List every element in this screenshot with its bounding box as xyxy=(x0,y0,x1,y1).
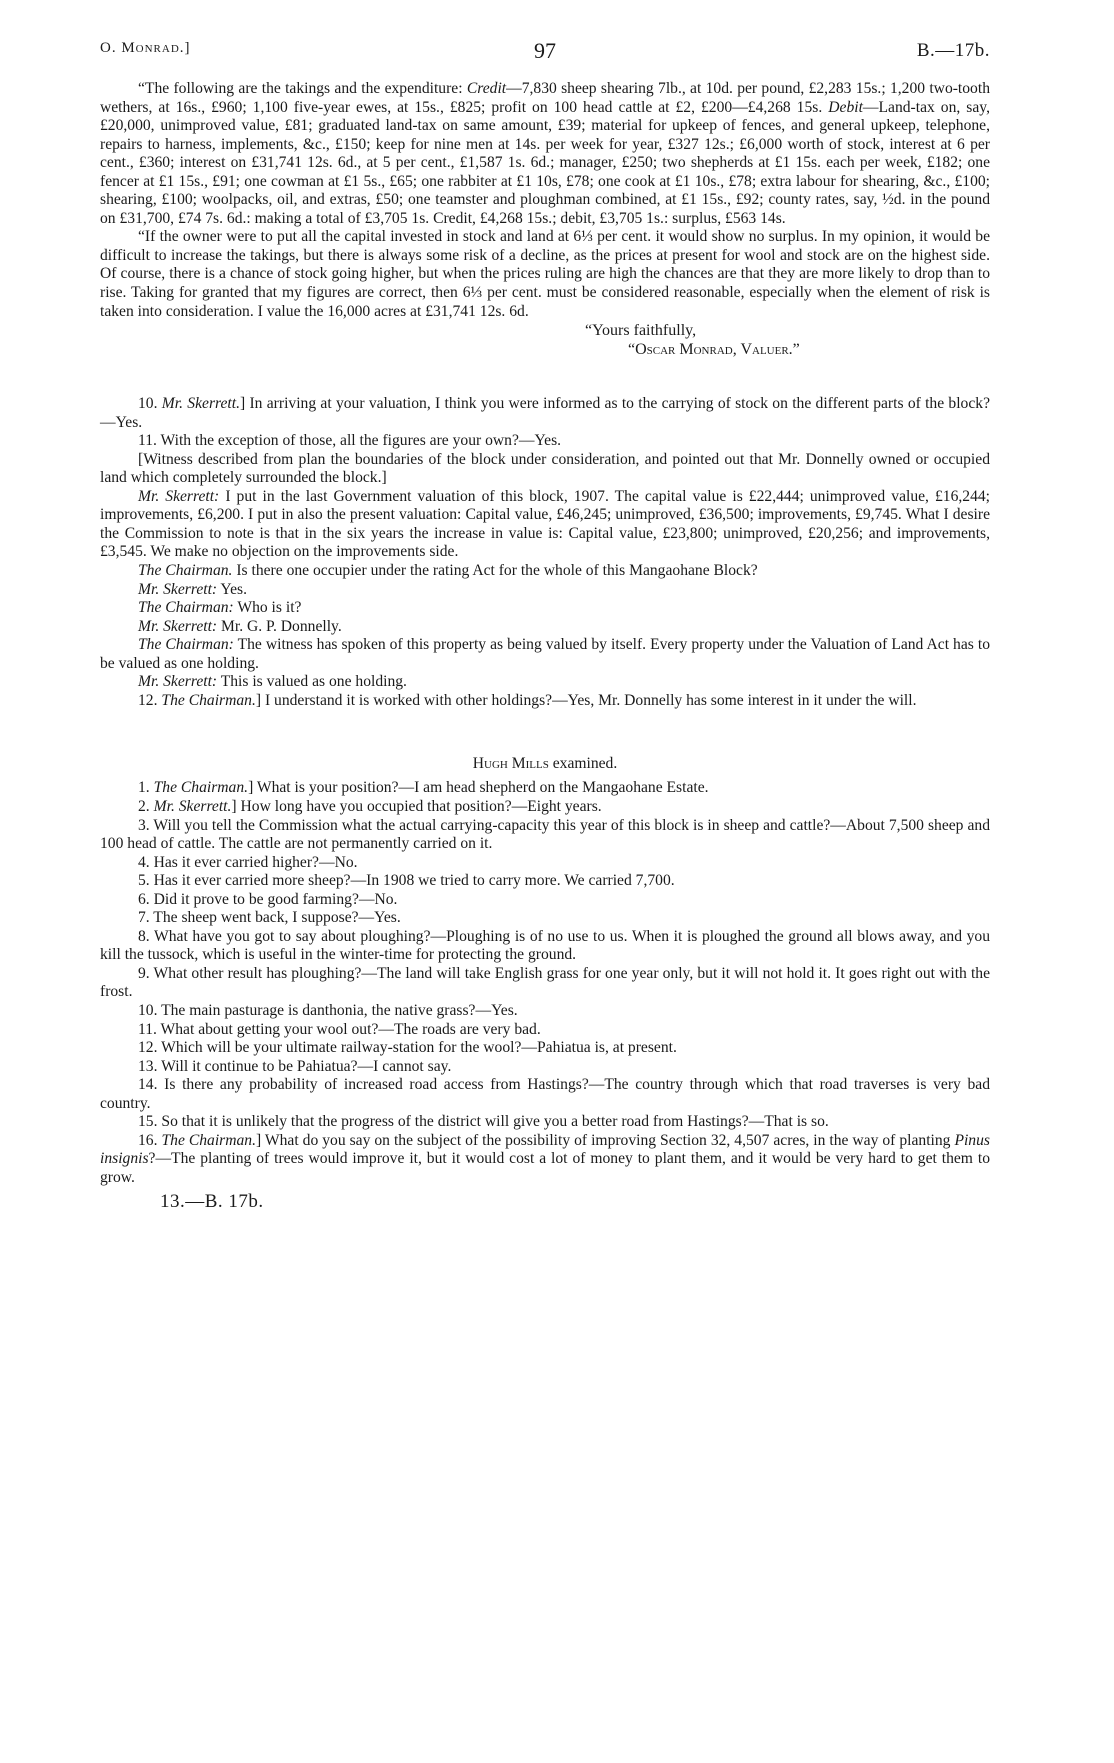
letter-signature: “Oscar Monrad, Valuer.” xyxy=(628,341,800,359)
mills-question-3: 3. Will you tell the Commission what the actual carrying-capacity this year of this block is in sheep and cattle?—About 7,500 sheep and 100 head of cattle. The cattle are not permanently carried on it. xyxy=(100,816,990,853)
mills-question-14: 14. Is there any probability of increased road access from Hastings?—The country through which that road traverses is very bad country. xyxy=(100,1076,990,1112)
sheet-signature-mark: 13.—B. 17b. xyxy=(160,1191,264,1213)
skerrett-reply-yes: Mr. Skerrett: Yes. xyxy=(138,580,248,598)
letter-paragraph-surplus: “If the owner were to put all the capital invested in stock and land at 6⅓ per cent. it would show no surplus. In my opinion, it would be difficult to increase the takings, but there is always some risk of a decline, as the prices at present for wool and stock are on the highest side. Of course, there is a chance of stock going higher, but when the prices ruling are high the chances are that they are more likely to drop than to rise. Taking for granted that my figures are correct, then 6⅓ per cent. must be considered reasonable, especially when the element of risk is taken into consideration. I value the 16,000 acres at £31,741 12s. 6d. xyxy=(100,228,990,320)
mills-question-11: 11. What about getting your wool out?—The roads are very bad. xyxy=(138,1020,541,1038)
question-11: 11. With the exception of those, all the figures are your own?—Yes. xyxy=(138,432,562,450)
mills-question-12: 12. Which will be your ultimate railway-station for the wool?—Pahiatua is, at present. xyxy=(138,1039,677,1057)
chairman-question-who: The Chairman: Who is it? xyxy=(138,599,302,617)
mills-question-7: 7. The sheep went back, I suppose?—Yes. xyxy=(138,909,401,927)
mills-question-15: 15. So that it is unlikely that the progress of the district will give you a better road from Hastings?—That is so. xyxy=(138,1113,829,1131)
mills-question-5: 5. Has it ever carried more sheep?—In 1908 we tried to carry more. We carried 7,700. xyxy=(138,872,675,890)
mills-question-4: 4. Has it ever carried higher?—No. xyxy=(138,853,358,871)
question-10: 10. Mr. Skerrett.] In arriving at your valuation, I think you were informed as to the carrying of stock on the different parts of the block?—Yes. xyxy=(100,395,990,431)
monrad-examination xyxy=(100,395,990,710)
skerrett-statement-valuation: Mr. Skerrett: I put in the last Government valuation of this block, 1907. The capital value is £22,444; unimproved value, £16,244; improvements, £6,200. I put in also the present valuation: Capital value, £46,245; unimproved, £36,500; improvements, £9,745. What I desire the Commission to note is that in the six years the increase in value is: Capital value, £23,800; unimproved, £20,256; and improvements, £3,545. We make no objection on the improvements side. xyxy=(100,487,990,561)
chairman-remark-holding: The Chairman: The witness has spoken of this property as being valued by itself. Every property under the Valuation of Land Act has to be valued as one holding. xyxy=(100,636,990,672)
header-witness-name: O. Monrad.] xyxy=(100,40,191,56)
mills-question-16: 16. The Chairman.] What do you say on the subject of the possibility of improving Section 32, 4,507 acres, in the way of planting Pinus insignis?—The planting of trees would improve it, but it would cost a lot of money to plant them, and it would be very hard to get them to grow. xyxy=(100,1131,990,1186)
mills-question-1: 1. The Chairman.] What is your position?—I am head shepherd on the Mangaohane Estate. xyxy=(138,779,709,797)
question-12: 12. The Chairman.] I understand it is worked with other holdings?—Yes, Mr. Donnelly has some interest in it under the will. xyxy=(138,691,917,709)
mills-question-13: 13. Will it continue to be Pahiatua?—I cannot say. xyxy=(138,1057,452,1075)
mills-question-2: 2. Mr. Skerrett.] How long have you occupied that position?—Eight years. xyxy=(138,797,602,815)
mills-question-9: 9. What other result has ploughing?—The land will take English grass for one year only, but it will not hold it. It goes right out with the frost. xyxy=(100,964,990,1001)
witness-note: [Witness described from plan the boundaries of the block under consideration, and pointed out that Mr. Donnelly owned or occupied land which completely surrounded the block.] xyxy=(100,450,990,487)
chairman-question-occupier: The Chairman. Is there one occupier under the rating Act for the whole of this Mangaohane Block? xyxy=(138,562,758,580)
skerrett-reply-holding: Mr. Skerrett: This is valued as one holding. xyxy=(138,673,407,691)
section-heading-mills: Hugh Mills examined. xyxy=(472,755,618,773)
valuation-letter xyxy=(100,80,990,359)
page-number: 97 xyxy=(534,38,556,63)
letter-paragraph-takings: “The following are the takings and the expenditure: Credit—7,830 sheep shearing 7lb., at 10d. per pound, £2,283 15s.; 1,200 two-tooth wethers, at 16s., £960; 1,100 five-year ewes, at 15s., £825; profit on 100 head cattle at £2, £200—£4,268 15s. Debit—Land-tax on, say, £20,000, unimproved value, £81; graduated land-tax on same amount, £39; material for upkeep of fences, and general upkeep, telephone, repairs to harness, implements, &c., £150; keep for nine men at 14s. per week for year, £327 12s.; £6,000 worth of stock, interest at 6 per cent., £360; interest on £31,741 12s. 6d., at 5 per cent., £1,587 1s. 6d.; manager, £250; two shepherds at £1 15s. each per week, £182; one fencer at £1 15s., £91; one cowman at £1 5s., £65; one rabbiter at £1 10s, £78; one cook at £1 10s., £78; extra labour for shearing, &c., £100; shearing, £100; woolpacks, oil, and extras, £50; one teamster and ploughman combined, at £1 15s., £92; county rates, say, ½d. in the pound on £31,700, £74 7s. 6d.: making a total of £3,705 1s. Credit, £4,268 15s.; debit, £3,705 1s.: surplus, £563 14s. xyxy=(100,80,990,227)
document-reference: B.—17b. xyxy=(916,40,990,61)
page-header xyxy=(100,40,990,80)
skerrett-reply-donnelly: Mr. Skerrett: Mr. G. P. Donnelly. xyxy=(138,617,342,635)
mills-question-8: 8. What have you got to say about ploughing?—Ploughing is of no use to us. When it is ploughed the ground all blows away, and you kill the tussock, which is useful in the winter-time for protecting the ground. xyxy=(100,927,990,964)
mills-question-6: 6. Did it prove to be good farming?—No. xyxy=(138,890,398,908)
document-page xyxy=(100,40,990,1213)
letter-closing: “Yours faithfully, xyxy=(585,322,697,340)
mills-question-10: 10. The main pasturage is danthonia, the native grass?—Yes. xyxy=(138,1001,518,1019)
mills-examination xyxy=(100,779,990,1187)
